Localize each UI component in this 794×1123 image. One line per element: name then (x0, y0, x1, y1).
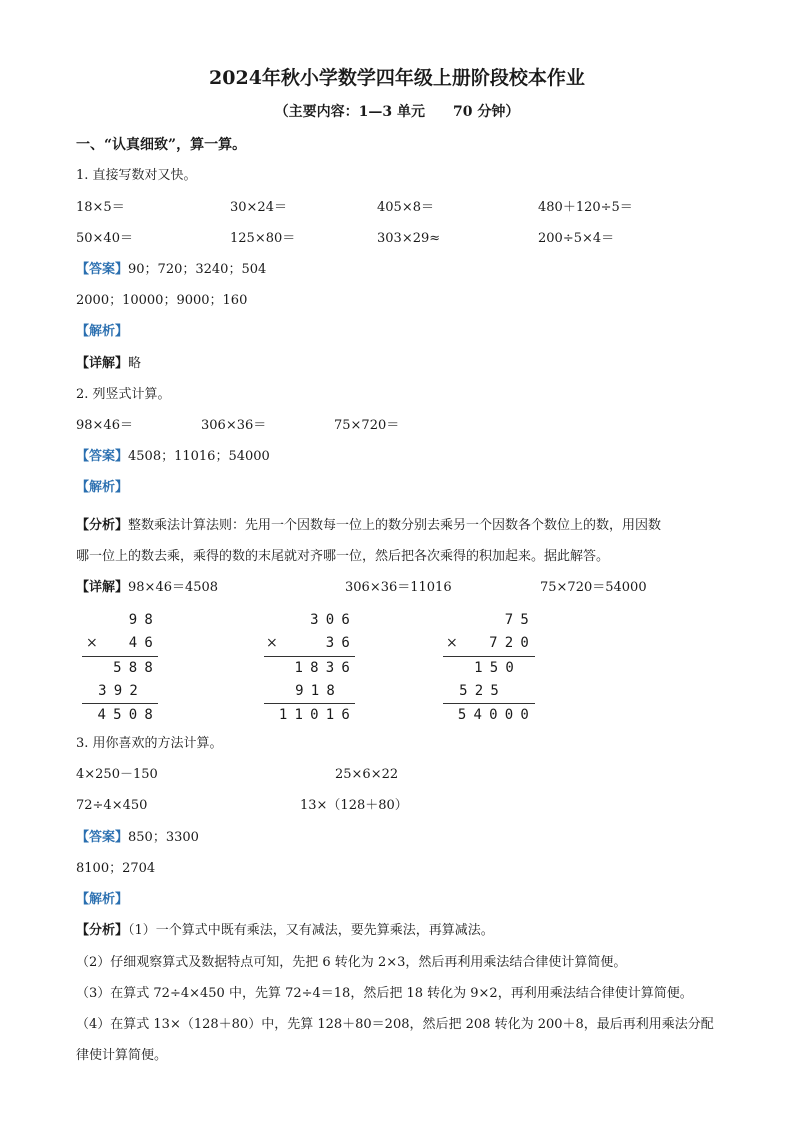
multiplicand: 306 (310, 612, 357, 628)
q3-expr: 4×250－150 (76, 767, 158, 782)
rule-line (264, 703, 355, 704)
q1-answer (76, 262, 266, 278)
question-3-prompt: 3. 用你喜欢的方法计算。 (76, 736, 223, 751)
method-text: 整数乘法计算法则：先用一个因数每一位上的数分别去乘另一个因数各个数位上的数，用因数 (128, 518, 662, 533)
method-tag: 【分析】 (76, 518, 129, 533)
times-sign: × (446, 635, 458, 651)
q2-expr: 75×720＝ (334, 418, 400, 433)
method-text: （1）一个算式中既有乘法，又有减法，要先算乘法，再算减法。 (128, 923, 494, 938)
answer-text: 90；720；3240；504 (128, 262, 267, 277)
q3-answer-line2: 8100；2704 (76, 861, 156, 876)
q2-expr: 98×46＝ (76, 418, 133, 433)
answer-tag: 【答案】 (76, 449, 129, 464)
detail-text: 98×46＝4508 (128, 580, 219, 595)
analysis-tag: 【解析】 (76, 324, 129, 339)
q1-expr: 125×80＝ (230, 231, 296, 246)
rule-line (264, 656, 355, 657)
q3-method-line1 (76, 923, 494, 939)
analysis-tag: 【解析】 (76, 892, 129, 907)
partial-product-2: 918 (295, 683, 342, 699)
answer-text: 850；3300 (128, 830, 199, 845)
product: 54000 (457, 707, 536, 723)
q3-method-line2: （2）仔细观察算式及数据特点可知，先把 6 转化为 2×3，然后再利用乘法结合律使计算简便。 (76, 955, 627, 970)
product: 11016 (278, 707, 357, 723)
q3-method-line3: （3）在算式 72÷4×450 中，先算 72÷4＝18，然后把 18 转化为 9×2，再利用乘法结合律使计算简便。 (76, 986, 693, 1001)
partial-product-2: 392 (98, 683, 145, 699)
analysis-tag: 【解析】 (76, 480, 129, 495)
q2-expr: 306×36＝ (201, 418, 267, 433)
q3-answer (76, 830, 199, 846)
partial-product-1: 150 (474, 660, 521, 676)
page-title: 2024年秋小学数学四年级上册阶段校本作业 (209, 67, 585, 89)
q1-expr: 405×8＝ (377, 200, 434, 215)
q2-detail-2: 306×36＝11016 (345, 580, 452, 595)
multiplicand: 75 (504, 612, 536, 628)
answer-tag: 【答案】 (76, 262, 129, 277)
question-2-prompt: 2. 列竖式计算。 (76, 387, 171, 402)
answer-tag: 【答案】 (76, 830, 129, 845)
question-1-prompt: 1. 直接写数对又快。 (76, 168, 197, 183)
q3-expr: 72÷4×450 (76, 798, 148, 813)
partial-product-1: 1836 (294, 660, 357, 676)
q3-method-line4: （4）在算式 13×（128＋80）中，先算 128＋80＝208，然后把 208 转化为 200＋8，最后再利用乘法分配 (76, 1017, 714, 1032)
q1-expr: 303×29≈ (377, 231, 441, 246)
detail-text: 略 (128, 356, 142, 371)
q1-detail (76, 356, 141, 372)
rule-line (443, 703, 535, 704)
q2-method-line2: 哪一位上的数去乘，乘得的数的末尾就对齐哪一位，然后把各次乘得的积加起来。据此解答。 (76, 549, 610, 564)
rule-line (82, 656, 158, 657)
q2-detail-1 (76, 580, 218, 596)
rule-line (443, 656, 535, 657)
rule-line (82, 703, 158, 704)
method-tag: 【分析】 (76, 923, 129, 938)
q2-detail-3: 75×720＝54000 (540, 580, 647, 595)
q3-method-line4-cont: 律使计算简便。 (76, 1048, 168, 1063)
detail-tag: 【详解】 (76, 356, 129, 371)
partial-product-1: 588 (113, 660, 160, 676)
page-subtitle: （主要内容：1—3 单元 70 分钟） (274, 104, 520, 120)
q1-answer-line2: 2000；10000；9000；160 (76, 293, 248, 308)
answer-text: 4508；11016；54000 (128, 449, 270, 464)
q1-expr: 200÷5×4＝ (538, 231, 615, 246)
times-sign: × (86, 635, 98, 651)
q2-answer (76, 449, 270, 465)
q1-expr: 480＋120÷5＝ (538, 200, 633, 215)
multiplier: 720 (489, 635, 536, 651)
multiplier: 36 (325, 635, 357, 651)
detail-tag: 【详解】 (76, 580, 129, 595)
multiplicand: 98 (128, 612, 160, 628)
q1-expr: 50×40＝ (76, 231, 133, 246)
q1-expr: 30×24＝ (230, 200, 287, 215)
q1-expr: 18×5＝ (76, 200, 125, 215)
product: 4508 (97, 707, 160, 723)
q2-method-line1 (76, 518, 661, 534)
q3-expr: 25×6×22 (335, 767, 399, 782)
q3-expr: 13×（128＋80） (300, 798, 408, 813)
section-heading: 一、“认真细致”，算一算。 (76, 137, 247, 153)
times-sign: × (266, 635, 278, 651)
partial-product-2: 525 (459, 683, 506, 699)
multiplier: 46 (128, 635, 160, 651)
